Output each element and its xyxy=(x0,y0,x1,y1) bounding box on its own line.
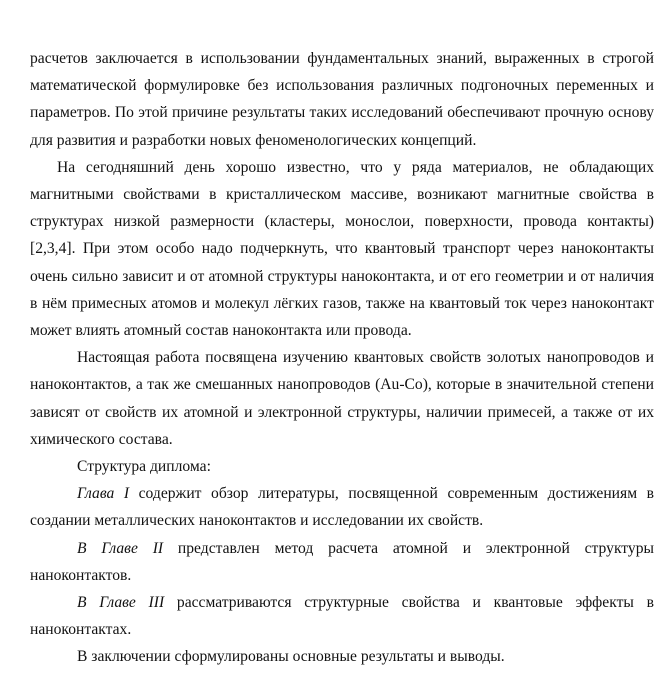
chapter-3-label: В Главе III xyxy=(77,594,165,612)
document-body xyxy=(30,45,654,671)
paragraph-chapter-1 xyxy=(30,480,654,534)
paragraph-work-purpose: Настоящая работа посвящена изучению квантовых свойств золотых нанопроводов и наноконтактов, а так же смешанных нанопроводов (Au-Co), которые в значительной степени зависят от свойств их атомной и электронной структуры, наличии примесей, а также от их химического состава. xyxy=(30,349,654,448)
chapter-1-text: содержит обзор литературы, посвященной современным достижениям в создании металлических наноконтактов и исследовании их свойств. xyxy=(30,485,654,530)
paragraph-intro-continuation: расчетов заключается в использовании фундаментальных знаний, выраженных в строгой математической формулировке без использования различных подгоночных переменных и параметров. По этой причине результаты таких исследований обеспечивают прочную основу для развития и разработки новых феноменологических концепций. xyxy=(30,50,654,149)
paragraph-chapter-2 xyxy=(30,535,654,589)
paragraph-chapter-3 xyxy=(30,589,654,643)
paragraph-structure-heading: Структура диплома: xyxy=(77,458,211,476)
chapter-2-text: представлен метод расчета атомной и электронной структуры наноконтактов. xyxy=(30,539,654,584)
paragraph-magnetic-properties: На сегодняшний день хорошо известно, что у ряда материалов, не обладающих магнитными свойствами в кристаллическом массиве, возникают магнитные свойства в структурах низкой размерности (кластеры, монослои, поверхности, провода контакты) [2,3,4]. При этом особо надо подчеркнуть, что квантовый транспорт через наноконтакты очень сильно зависит и от атомной структуры наноконтакта, и от его геометрии и от наличия в нём примесных атомов и молекул лёгких газов, также на квантовый ток через наноконтакт может влиять атомный состав наноконтакта или провода. xyxy=(30,158,654,340)
chapter-1-label: Глава I xyxy=(77,485,130,503)
chapter-2-label: В Главе II xyxy=(77,539,164,557)
paragraph-conclusion: В заключении сформулированы основные результаты и выводы. xyxy=(77,648,505,666)
chapter-3-text: рассматриваются структурные свойства и квантовые эффекты в наноконтактах. xyxy=(30,594,654,639)
